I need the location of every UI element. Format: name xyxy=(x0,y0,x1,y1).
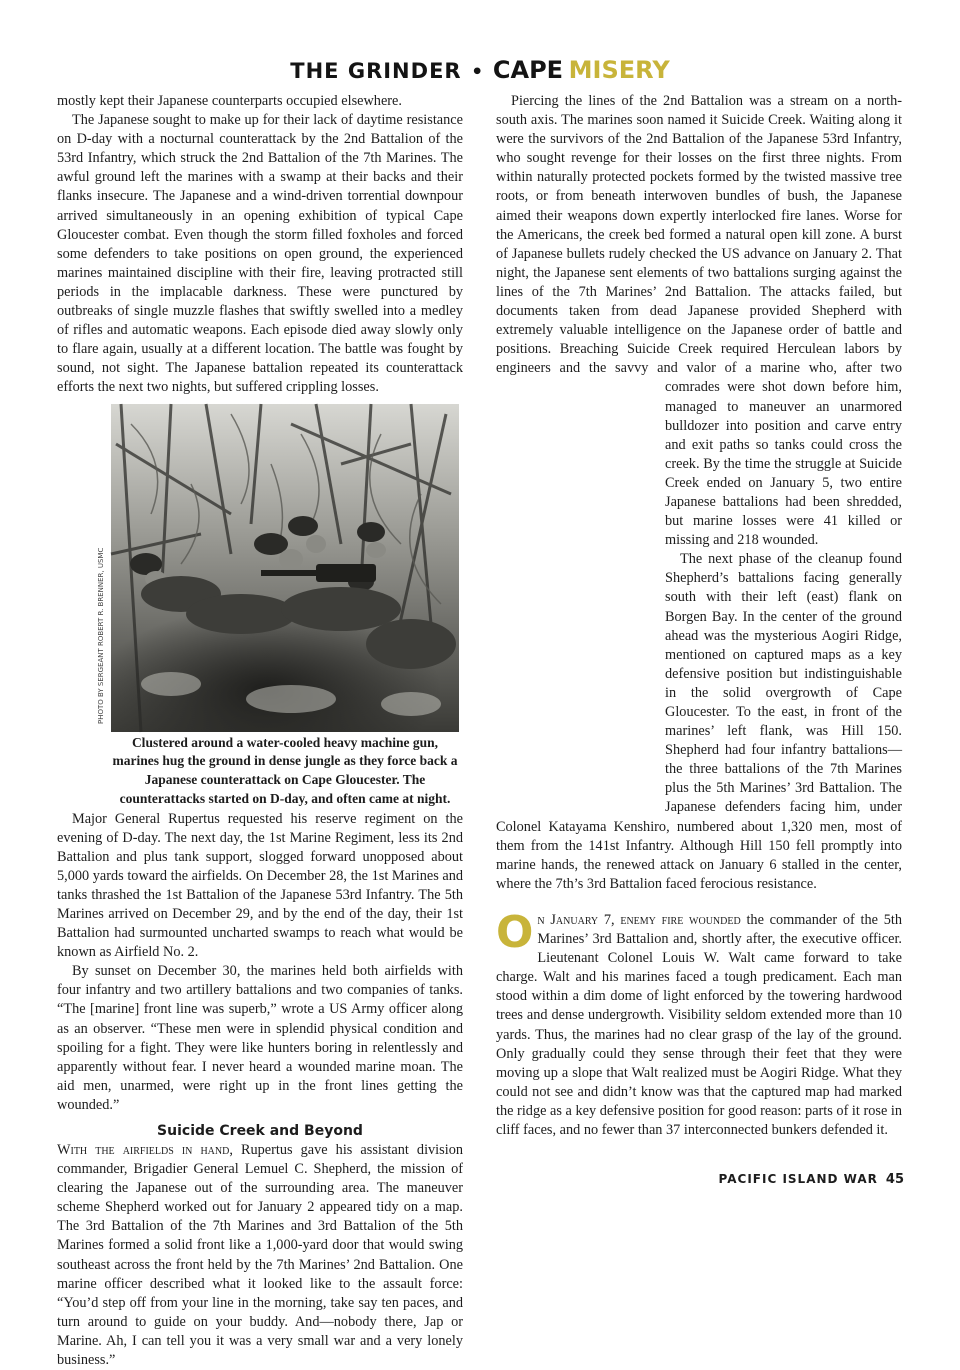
left-paragraph-3: Major General Rupertus requested his reserve regiment on the evening of D-day. The next day, the 1st Marine Regiment, less its 2nd Battalion and plus tank support, slogged forward unopposed about 5,000 yards toward the airfields. On December 28, the 1st Marines and tanks thrashed the 1st Battalion of the Japanese 53rd Infantry. The 5th Marines arrived on December 29, and by the end of the day, their 1st Battalion had surmounted uncharted swamps to reach what would be known as Airfield No. 2. xyxy=(57,810,463,961)
footer-magazine-name: PACIFIC ISLAND WAR xyxy=(718,1172,878,1186)
header-article-title-cape: CAPE xyxy=(492,56,564,84)
left-paragraph-5 xyxy=(57,1141,463,1370)
left-paragraph-4: By sunset on December 30, the marines held both airfields with four infantry and two artillery battalions and two companies of tanks. “The [marine] front line was superb,” wrote a US Army officer along as an observer. “These men were in splendid physical condition and spoiling for a fight. They were like hunters boring in relentlessly and apparently without fear. I never heard a wounded marine moan. The aid men, unarmed, were right up in the front lines getting the wounded.” xyxy=(57,963,463,1113)
left-column xyxy=(57,92,463,1370)
page-footer xyxy=(719,1172,904,1187)
right-column xyxy=(496,92,902,1140)
left-paragraph-2: The Japanese sought to make up for their lack of daytime resistance on D-day with a nocturnal counterattack by the 2nd Battalion of the 53rd Infantry, which struck the 2nd Battalion of the 7th Marines. The awful ground left the marines with a swamp at their backs and their flanks insecure. The Japanese and a wind-driven torrential downpour arrived simultaneously in an opening exhibition of typical Cape Gloucester combat. Even though the storm filled foxholes and forced some defenders to take positions on open ground, the experienced marines maintained discipline with their fire, leaving protracted still periods in the implacable darkness. These were punctured by outbreaks of single muzzle flashes that swiftly swelled into a medley of rifles and automatic weapons. Each episode died away slowly only to flare again, usually at a different location. The battle was fought by sound, not sight. The Japanese battalion repeated its counterattack efforts the next two nights, but suffered crippling losses. xyxy=(57,112,463,396)
left-paragraph-5-body: Rupertus gave his assistant division commander, Brigadier General Lemuel C. Shepherd, the mission of clearing the Japanese out of the surrounding area. The maneuver scheme Shepherd worked out for January 2 appeared tidy on a map. The 3rd Battalion of the 7th Marines and 3rd Battalion of the 5th Marines formed a solid front like a 1,000-yard door that would swing southeast across the front held by the 7th Marines’ 2nd Battalion. One marine officer described what it looked like to the assault force: “You’d step off from your line in the morning, take say ten paces, and turn around to guide on your buddy. And—nobody there, Jap or Marine. Ah, I can tell you it was a very small war and a very lonely business.” xyxy=(57,1142,463,1369)
photo-credit: PHOTO BY SERGEANT ROBERT R. BRENNER, USMC xyxy=(97,547,105,724)
header-article-title-misery: MISERY xyxy=(568,56,670,84)
section-lead-in: With the airfields in hand, xyxy=(57,1142,233,1158)
right-paragraph-3-body: the commander of the 5th Marines’ 3rd Battalion and, shortly after, the executive officer. Lieutenant Colonel Louis W. Walt came forward to take charge. Walt and his marines faced a tough predicament. Each man stood within a dim dome of light enforced by the towering hardwood trees and dense undergrowth. Visibility seldom extended more than 10 yards. Thus, the marines had no clear grasp of the lay of the ground. Only gradually could they sense through their feet that they were moving up a slope that Walt realized must be Aogiri Ridge. What they could not see and didn’t know was that the captured map had marked the ridge as a key defensive position for good reason: parts of it rose in cliff faces, and no fewer than 37 interconnected bunkers defended it. xyxy=(496,911,903,1138)
page-number: 45 xyxy=(885,1172,904,1187)
header-series-title: THE GRINDER xyxy=(290,59,462,83)
header-separator: • xyxy=(471,61,484,83)
jungle-machine-gun-photo xyxy=(111,404,459,732)
photo-figure xyxy=(99,404,459,808)
running-header xyxy=(0,56,960,84)
right-paragraph-1: Piercing the lines of the 2nd Battalion was a stream on a north-south axis. The marines soon named it Suicide Creek. Waiting along it were the survivors of the 2nd Battalion of the Japanese 53rd Infantry, who sought revenge for their losses on the first three nights. From within naturally protected pockets formed by the twisted massive tree roots, or from beneath interwoven bundles of bush, the Japanese aimed their weapons down expertly interlocked fire lanes. Worse for the Americans, the creek bed formed a natural open kill zone. A burst of Japanese bullets rudely checked the US advance on January 2. That night, the Japanese sent elements of two battalions surging against the lines of the 7th Marines’ 2nd Battalion. The attacks failed, but documents taken from dead Japanese provided Shepherd with extremely valuable intelligence on the Japanese order of battle and positions. Breaching Suicide Creek required Herculean labors by engineers and the savvy and valor of a marine who, after two comrades were shot down before him, managed to maneuver an unarmored bulldozer into position and carve entry and exit paths so tanks could cross the creek. By the time the struggle at Suicide Creek ended on January 5, two entire Japanese battalions had been shredded, but marine losses were 41 killed or missing and 218 wounded. xyxy=(496,93,902,549)
section-subheading: Suicide Creek and Beyond xyxy=(157,1123,363,1139)
photo-caption: Clustered around a water-cooled heavy machine gun, marines hug the ground in dense jungle as they force back a Japanese counterattack on Cape Gloucester. The counterattacks started on D-day, and often came at night. xyxy=(112,734,458,806)
right-paragraph-2: The next phase of the cleanup found Shepherd’s battalions facing generally south with their left (east) flank on Borgen Bay. In the center of the ground ahead was the mysterious Aogiri Ridge, mentioned on captured maps as a key defensive position but indistinguishable in the solid overgrowth of Cape Gloucester. To the east, in front of the marines’ left flank, was Hill 150. Shepherd had four infantry battalions—the three battalions of the 7th Marines plus the 5th Marines’ 3rd Battalion. The Japanese defenders facing him, under Colonel Katayama Kenshiro, numbered about 1,320 men, most of them from the 141st Infantry. Although Hill 150 fell promptly into marine hands, the renewed attack on January 6 stalled in the center, where the 7th’s 3rd Battalion faced ferocious resistance. xyxy=(496,551,902,892)
left-paragraph-1: mostly kept their Japanese counterparts occupied elsewhere. xyxy=(57,93,402,109)
section-lead-in-right: n January 7, enemy fire wounded xyxy=(537,911,741,928)
right-paragraph-3 xyxy=(496,906,903,1140)
drop-cap: O xyxy=(496,906,534,958)
